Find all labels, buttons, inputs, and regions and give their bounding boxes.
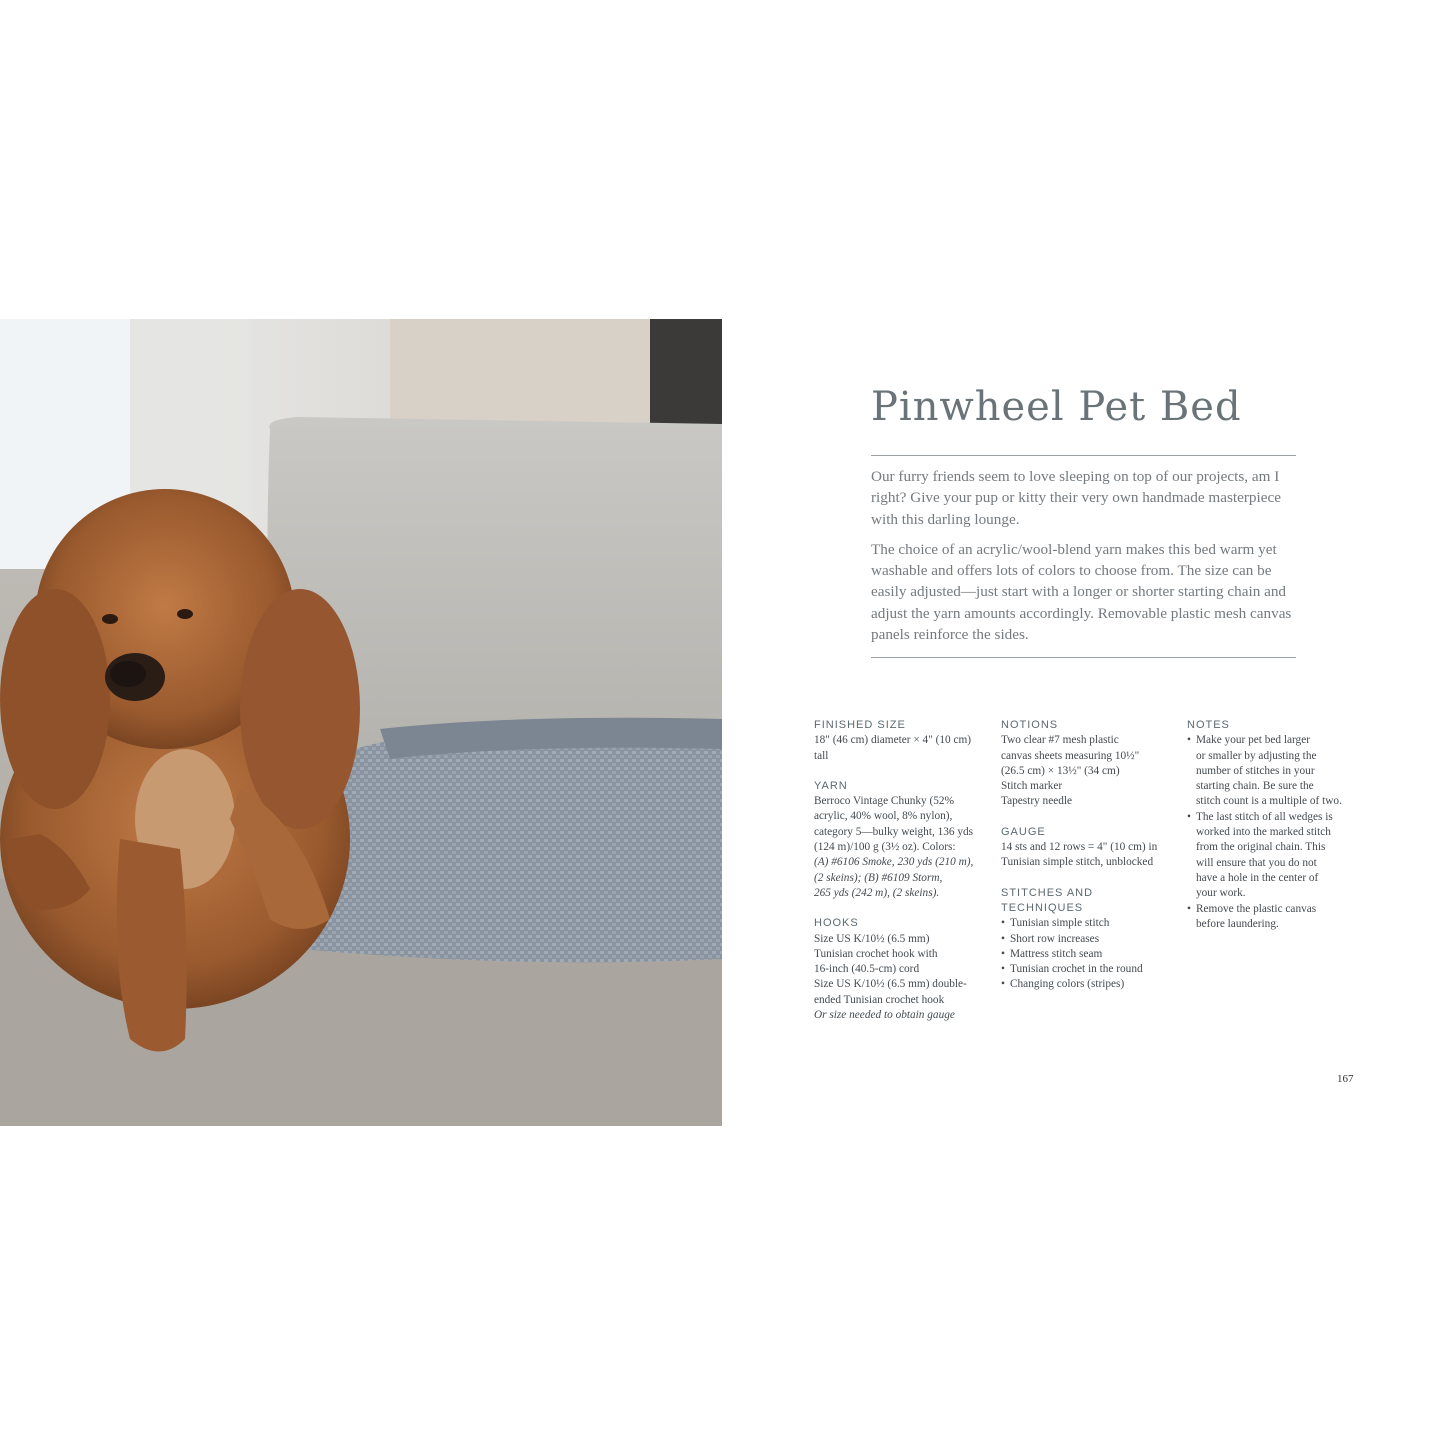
text-line: category 5—bulky weight, 136 yds	[814, 825, 974, 838]
text-line: 14 sts and 12 rows = 4" (10 cm) in	[1001, 841, 1158, 854]
list-item	[1187, 902, 1365, 933]
page-number: 167	[1337, 1073, 1354, 1085]
section-heading: FINISHED SIZE	[814, 719, 906, 731]
intro-paragraph: The choice of an acrylic/wool-blend yarn makes this bed warm yet washable and offers lots of colors to choose from. The size can be easily adjusted—just start with a longer or shorter starting chain and adjust the yarn amounts accordingly. Removable plastic mesh canvas panels reinforce the sides.	[871, 540, 1292, 644]
text-line: • The last stitch of all wedges is	[1196, 810, 1333, 823]
finished-size-section	[814, 718, 994, 764]
specs-column-2	[1001, 718, 1181, 1008]
text-line: (124 m)/100 g (3½ oz). Colors:	[814, 841, 956, 854]
list-item	[1187, 810, 1365, 902]
section-heading: NOTES	[1187, 719, 1230, 731]
text-line: Two clear #7 mesh plastic	[1001, 734, 1119, 747]
text-line: stitch count is a multiple of two.	[1196, 795, 1342, 808]
text-line: will ensure that you do not	[1196, 856, 1317, 869]
intro-text	[871, 466, 1299, 654]
text-line: Stitch marker	[1001, 780, 1063, 793]
list-item	[1187, 733, 1365, 809]
hooks-section	[814, 916, 994, 1023]
list-item: • Changing colors (stripes)	[1001, 977, 1181, 992]
list-item: • Tunisian crochet in the round	[1001, 962, 1181, 977]
intro-divider	[871, 657, 1296, 658]
text-line: tall	[814, 749, 829, 762]
dog-photo	[0, 319, 722, 1126]
text-line: number of stitches in your	[1196, 764, 1315, 777]
text-line: have a hole in the center of	[1196, 871, 1319, 884]
text-line: Tunisian crochet hook with	[814, 947, 938, 960]
title-divider	[871, 455, 1296, 456]
text-line: Tunisian simple stitch, unblocked	[1001, 856, 1154, 869]
notions-section	[1001, 718, 1181, 810]
text-line: your work.	[1196, 887, 1246, 900]
stitches-list	[1001, 916, 1181, 992]
text-line: Size US K/10½ (6.5 mm) double-	[814, 978, 967, 991]
text-line: Size US K/10½ (6.5 mm)	[814, 932, 930, 945]
section-heading: GAUGE	[1001, 825, 1046, 838]
text-line: Or size needed to obtain gauge	[814, 1009, 955, 1022]
text-line: canvas sheets measuring 10½"	[1001, 749, 1140, 762]
page-title: Pinwheel Pet Bed	[871, 384, 1242, 430]
section-heading: YARN	[814, 779, 848, 792]
text-line: (26.5 cm) × 13½" (34 cm)	[1001, 764, 1120, 777]
stitches-section	[1001, 886, 1181, 993]
specs-column-3	[1187, 718, 1365, 947]
text-line: ended Tunisian crochet hook	[814, 993, 945, 1006]
text-line: 18" (46 cm) diameter × 4" (10 cm)	[814, 734, 972, 747]
text-line: • Make your pet bed larger	[1196, 734, 1310, 747]
text-line: before laundering.	[1196, 917, 1279, 930]
notes-section	[1187, 718, 1365, 932]
notes-list	[1187, 733, 1365, 932]
text-line: 16-inch (40.5-cm) cord	[814, 963, 920, 976]
text-line: worked into the marked stitch	[1196, 826, 1331, 839]
yarn-section	[814, 779, 994, 901]
intro-paragraph: Our furry friends seem to love sleeping on top of our projects, am I right? Give your pup or kitty their very own handmade masterpiece with this darling lounge.	[871, 468, 1281, 528]
text-line: Tapestry needle	[1001, 795, 1073, 808]
list-item: • Tunisian simple stitch	[1001, 916, 1181, 931]
specs-column-1	[814, 718, 994, 1038]
section-heading: STITCHES AND	[1001, 886, 1094, 899]
text-line: from the original chain. This	[1196, 841, 1326, 854]
section-heading: TECHNIQUES	[1001, 901, 1084, 914]
text-line: acrylic, 40% wool, 8% nylon),	[814, 810, 953, 823]
section-heading: NOTIONS	[1001, 719, 1059, 731]
list-item: • Mattress stitch seam	[1001, 947, 1181, 962]
section-heading: HOOKS	[814, 917, 859, 930]
text-line: (2 skeins); (B) #6109 Storm,	[814, 871, 943, 884]
dog-on-crochet-pet-bed-photo	[0, 319, 722, 1126]
text-line: Berroco Vintage Chunky (52%	[814, 795, 954, 808]
text-line: starting chain. Be sure the	[1196, 780, 1314, 793]
text-line: (A) #6106 Smoke, 230 yds (210 m),	[814, 856, 974, 869]
list-item: • Short row increases	[1001, 932, 1181, 947]
text-line: or smaller by adjusting the	[1196, 749, 1317, 762]
text-line: 265 yds (242 m), (2 skeins).	[814, 886, 940, 899]
text-line: • Remove the plastic canvas	[1196, 902, 1317, 915]
gauge-section	[1001, 825, 1181, 871]
